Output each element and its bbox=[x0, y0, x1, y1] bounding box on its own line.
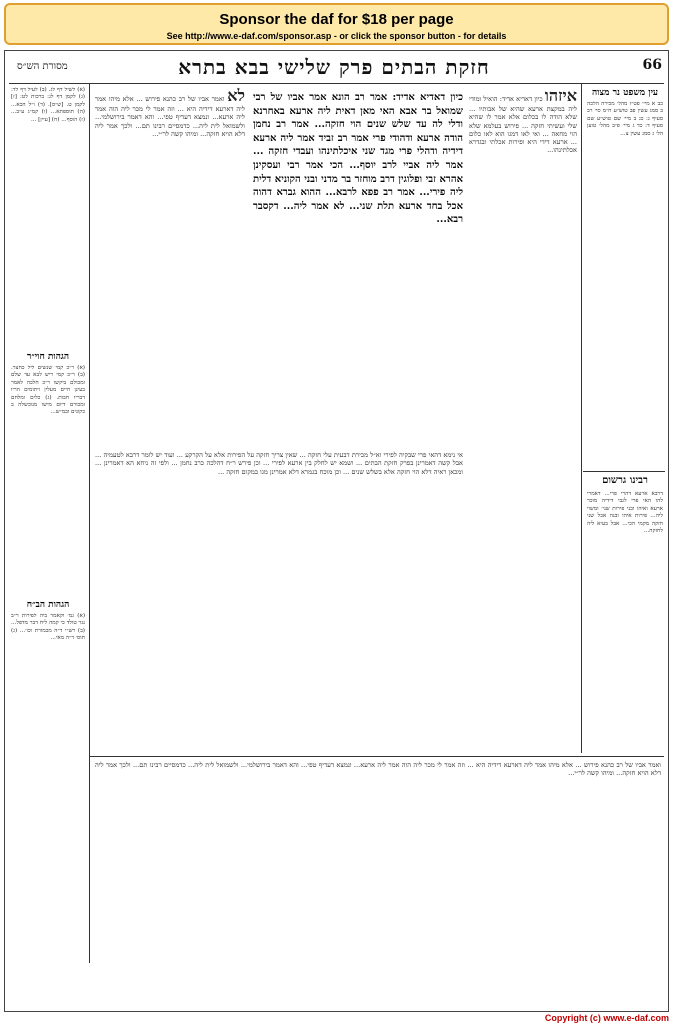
rashi-commentary bbox=[469, 87, 577, 747]
tosafot-opening-word: לא bbox=[227, 87, 245, 105]
copyright-notice: Copyright (c) www.e-daf.com bbox=[544, 1013, 669, 1023]
hagahot-bach-notes: (א) גמ׳ וקאמר ביה לפירות ר״ב נגר טולד כי קמה ליח דבר מדפל... (ב) רש״י ד״ה מכמורת וכו׳... (ג) תוס׳ ד״ה מאי... bbox=[11, 613, 85, 642]
rabbenu-gershom-heading: רבינו גרשום bbox=[602, 475, 648, 486]
tosafot-text: ואמר אביו של רב כהנא פירוש ... אלא מיהו אמר ליה דארעא דידיה היא ... וזה אמר לי מכר ליה הוה אמר ליה ארעא... ונמצא דעדיף טפי... והא דאמר בירושלמי... ולשמואל לית ליה... כדמסיים רבינו תם... ולכך אמר ליה דלא הויא חזקה... ומיהו קשה לר״י... bbox=[95, 95, 245, 138]
ein-mishpat-notes: כב א מיי׳ פט״ז מהל׳ מכירה הלכה ב סמג עשין פב טוש״ע ח״מ סי׳ רב סעיף ג: כג ב מיי׳ שם טוש״ע שם סעיף ד: כד ג מיי׳ פ״ב מהל׳ טוען הל׳ ג סמג עשין צ... bbox=[587, 101, 663, 137]
hagahot-heading: הגהות חוי״ר bbox=[26, 352, 70, 362]
rabbenu-gershom-text: דרבא ארעא דהרי פרי... דאמרי להו האי פרי לגבי דידיה מוכר ארעא ואיהו ובני פירות שני׳ ומשוי ליה... פירות איהו ובנה אכל שני חזקה מקמי הכי... אבל בעיא ליה לחזקה... bbox=[587, 491, 663, 535]
bottom-divider bbox=[89, 756, 664, 757]
rashi-opening-word: איזהו bbox=[544, 87, 577, 105]
hagahot-bach-heading: הגהות הב״ח bbox=[26, 600, 70, 610]
hagahot-notes: (א) ר״כ קמי שנשים ליל כחצר. (ב) ר״כ קמי ריש לבא עד שלם ומכולם ביקשו ר״כ חלכה לאמר בעינן חיים מעלין ויתומים הריו דבריו חבות. (ג) כלים ומלחם ומכורם דיום מישו מנוכשלה ב כקונים ובמ״ש... bbox=[11, 365, 85, 416]
massoret-heading: מסורת הש״ס bbox=[17, 61, 68, 72]
gemara-body: אמר רב הונא אמר אביו של רבי שמואל בר אבא האי מאן דאית ליה ארעא באחרנא ודלי לה עד שלש שנים הוי חזקה... אמר רב נחמן הודה ארעא ודהודי פרי אמר רב זביד אמר ליה ארעא דידיה ודהלי פרי מגד שני איכלתינהו ועבדי חזקה ... אמר ליה אביי לרב יוסף... הכי אמר רבי ועסקינן אהרא זבי ופלוגין דרב מוחזר בר מדני ובני הקוניא דלית ליה פירי... אמר רב פפא לרבא... ההוא גברא דהוה אכל בחד ארעא תלת שני... לא אמר ליה... דקסבר רבא... bbox=[253, 92, 463, 226]
left-column-divider bbox=[89, 83, 90, 963]
page-number: 66 bbox=[642, 57, 662, 73]
tosafot-commentary bbox=[95, 87, 245, 447]
rabbenu-divider bbox=[583, 471, 665, 472]
gemara-opening: כיון דאדיא אדיד: bbox=[392, 92, 463, 103]
header-divider bbox=[9, 83, 664, 84]
ein-mishpat-heading: עין משפט נר מצוה bbox=[591, 88, 659, 98]
tosafot-continued: אי נימא דהאי פרי שבקיה לפירי וא״ל מכירת דבעית עלי חזקה ... שאין צריך חזקה על הפירות אלא על הקרקע ... ועוד יש לומר דרבא לטעמיה ... אבל קשה דאמרינן בפרק חזקת הבתים ... ושמא יש לחלק בין ארעא לפירי ... וכן פירש ר״ח דהלכה כרב נחמן ... ולפי זה ניחא הא דאמרינן ... ומכאן ראיה דלא הוי חזקה אלא בשלש שנים ... וכן מוכח בגמרא דלא אמרינן מגו במקום חזקה ... bbox=[95, 451, 463, 476]
gemara-text-block bbox=[253, 91, 463, 497]
bottom-commentary: ואמר אביו של רב כהנא פירוש ... אלא מיהו אמר ליה דארעא דידיה היא ... וזה אמר לי מכר ליה הוה אמר ליה ארעא... ונמצא דעדיף טפי... והא דאמר בירושלמי... ולשמואל לית ליה... כדמסיים רבינו תם... ולכך אמר ליה דלא הויא חזקה... ומיהו קשה לר״י... bbox=[95, 761, 661, 778]
talmud-page bbox=[4, 50, 669, 1012]
rashi-text: כיון דאדיא אדיד: הואיל ומודי ליה במקצת ארעא שהיא של אבותיו ... שלא הודה לו בכלום אלא אמר לו שהיא שלי ועשיתי חזקה ... פירוש בעלמא שלא הוי מחאה ... ואי לאו דמגו הוא לאו כלום ... ארעא דידי היא ופירות אכלתי ובגדרא אכלתינהו... bbox=[469, 95, 577, 155]
page-header bbox=[9, 55, 664, 81]
sponsor-title[interactable]: Sponsor the daf for $18 per page bbox=[219, 11, 454, 28]
sponsor-subtitle[interactable]: See http://www.e-daf.com/sponsor.asp - or click the sponsor button - for details bbox=[166, 31, 507, 41]
sponsor-banner[interactable] bbox=[4, 3, 669, 45]
right-column-divider bbox=[581, 83, 582, 753]
massoret-notes: (א) לשיל דף לג. (ב) לעיל דף לד: (ג) לקמן דף לג: ברכות לט: [ז] לקמן ט. [ש״ס]. (ד) ו״ל הכא... (ה) תוספתא... (ו) קמ״ג ע״ב... (ז) הוסף... (ח) [עיין] ... bbox=[11, 87, 85, 123]
page-title: חזקת הבתים פרק שלישי בבא בתרא bbox=[178, 55, 490, 79]
